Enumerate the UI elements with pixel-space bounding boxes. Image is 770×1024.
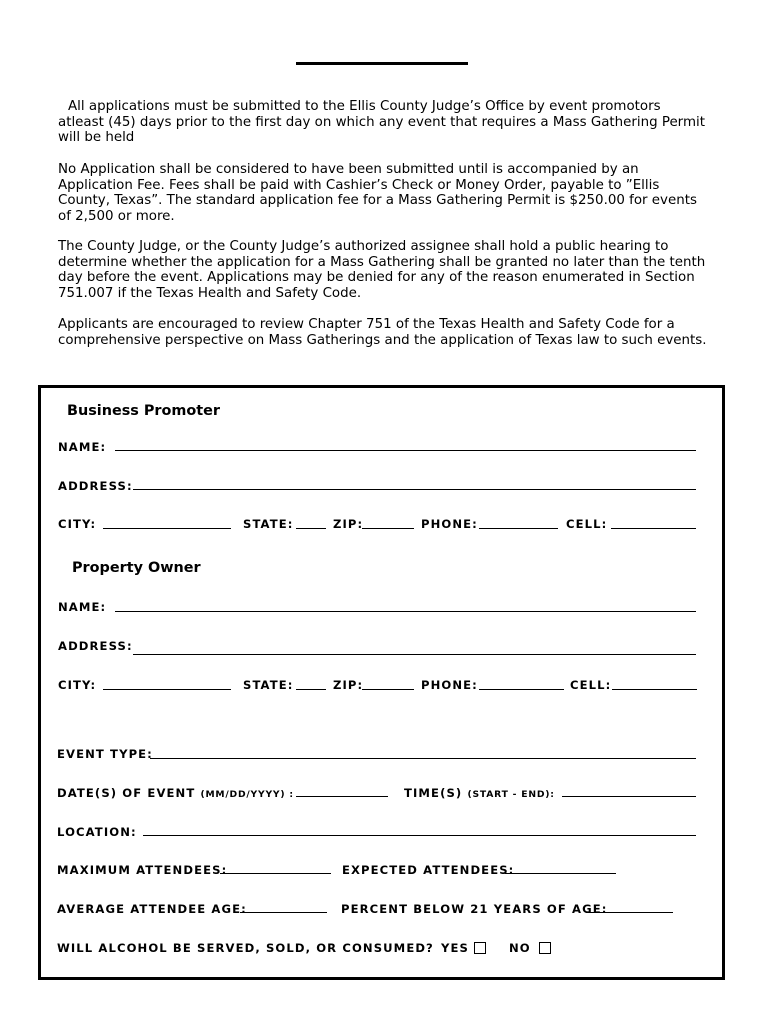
- average-age-field[interactable]: [240, 912, 327, 913]
- business-zip-field[interactable]: [362, 528, 414, 529]
- business-cell-field[interactable]: [611, 528, 696, 529]
- average-age-label: AVERAGE ATTENDEE AGE:: [57, 902, 247, 916]
- owner-zip-field[interactable]: [362, 689, 414, 690]
- business-address-label: ADDRESS:: [58, 479, 133, 493]
- alcohol-yes-label: YES: [441, 941, 469, 955]
- business-cell-label: CELL:: [566, 517, 608, 531]
- owner-city-label: CITY:: [58, 678, 97, 692]
- maximum-attendees-label: MAXIMUM ATTENDEES:: [57, 863, 228, 877]
- event-time-label-text: TIME(S): [404, 786, 463, 800]
- maximum-attendees-field[interactable]: [220, 873, 331, 874]
- owner-phone-label: PHONE:: [421, 678, 478, 692]
- business-city-field[interactable]: [103, 528, 231, 529]
- business-phone-label: PHONE:: [421, 517, 478, 531]
- intro-paragraph-hearing: The County Judge, or the County Judge’s authorized assignee shall hold a public hearing to determine whether the application for a Mass Gathering shall be granted no later than the tenth day before the event. Applications may be denied for any of the reason enumerated in Section 751.007 if the Texas Health and Safety Code.: [58, 239, 706, 301]
- business-zip-label: ZIP:: [333, 517, 364, 531]
- title-underline: [296, 62, 468, 65]
- application-form-box: [38, 385, 725, 980]
- event-date-label: [57, 786, 294, 800]
- property-owner-heading: Property Owner: [72, 560, 201, 576]
- location-label: LOCATION:: [57, 825, 137, 839]
- owner-zip-label: ZIP:: [333, 678, 364, 692]
- location-field[interactable]: [143, 835, 696, 836]
- event-date-label-text: DATE(S) OF EVENT: [57, 786, 196, 800]
- intro-paragraph-review: Applicants are encouraged to review Chapter 751 of the Texas Health and Safety Code for a comprehensive perspective on Mass Gatherings and the application of Texas law to such events.: [58, 317, 707, 348]
- owner-address-label: ADDRESS:: [58, 639, 133, 653]
- business-name-field[interactable]: [115, 450, 696, 451]
- business-promoter-heading: Business Promoter: [67, 403, 221, 419]
- event-type-label: EVENT TYPE:: [57, 747, 153, 761]
- business-city-label: CITY:: [58, 517, 97, 531]
- owner-phone-field[interactable]: [479, 689, 564, 690]
- event-date-format: (MM/DD/YYYY) :: [200, 789, 294, 800]
- percent-below-21-field[interactable]: [586, 912, 673, 913]
- event-time-format: (START - END):: [467, 789, 555, 800]
- business-address-field[interactable]: [133, 489, 696, 490]
- owner-city-field[interactable]: [103, 689, 231, 690]
- owner-cell-label: CELL:: [570, 678, 612, 692]
- expected-attendees-field[interactable]: [505, 873, 616, 874]
- alcohol-question-label: WILL ALCOHOL BE SERVED, SOLD, OR CONSUMED?: [57, 941, 434, 955]
- business-state-field[interactable]: [296, 528, 326, 529]
- owner-name-label: NAME:: [58, 600, 107, 614]
- percent-below-21-label: PERCENT BELOW 21 YEARS OF AGE:: [341, 902, 608, 916]
- owner-state-label: STATE:: [243, 678, 294, 692]
- business-phone-field[interactable]: [479, 528, 558, 529]
- owner-name-field[interactable]: [115, 611, 696, 612]
- event-date-field[interactable]: [296, 796, 388, 797]
- alcohol-no-checkbox[interactable]: [539, 942, 551, 954]
- event-type-field[interactable]: [150, 758, 696, 759]
- event-time-label: [404, 786, 555, 800]
- business-state-label: STATE:: [243, 517, 294, 531]
- owner-state-field[interactable]: [296, 689, 326, 690]
- event-time-field[interactable]: [562, 796, 696, 797]
- alcohol-no-label: NO: [509, 941, 531, 955]
- intro-paragraph-fee: No Application shall be considered to have been submitted until is accompanied by an Application Fee. Fees shall be paid with Cashier’s Check or Money Order, payable to ”Ellis County, Texas”. The standard application fee for a Mass Gathering Permit is $250.00 for events of 2,500 or more.: [58, 162, 697, 224]
- owner-address-field[interactable]: [133, 654, 696, 655]
- intro-paragraph-submission: All applications must be submitted to the Ellis County Judge’s Office by event promotors atleast (45) days prior to the first day on which any event that requires a Mass Gathering Permit will be held: [58, 99, 705, 146]
- owner-cell-field[interactable]: [612, 689, 697, 690]
- expected-attendees-label: EXPECTED ATTENDEES:: [342, 863, 515, 877]
- business-name-label: NAME:: [58, 440, 107, 454]
- alcohol-yes-checkbox[interactable]: [474, 942, 486, 954]
